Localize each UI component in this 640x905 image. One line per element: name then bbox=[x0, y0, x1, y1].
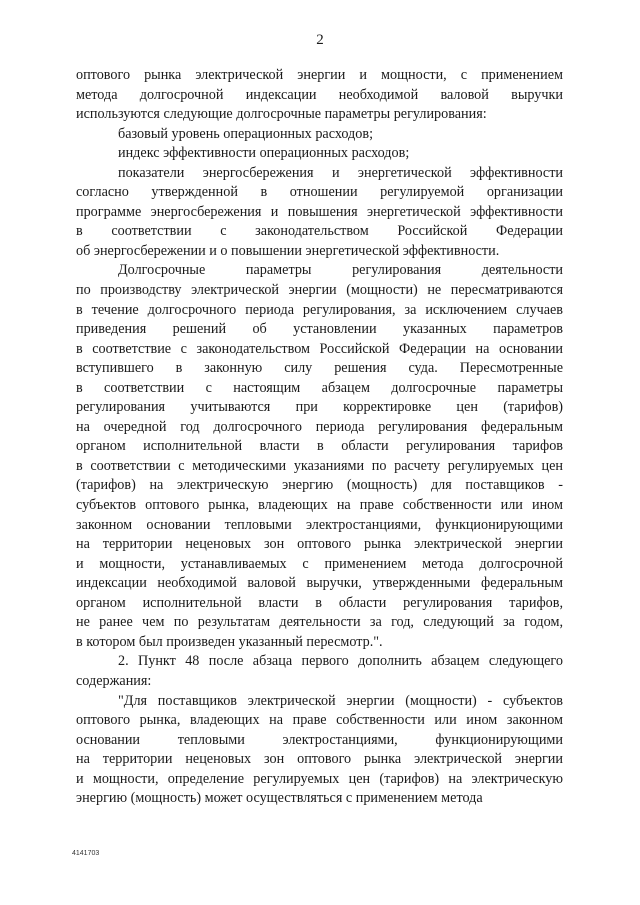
text-line: индексации необходимой валовой выручки, утвержденными федеральным bbox=[76, 575, 563, 592]
document-code: 4141703 bbox=[72, 850, 100, 857]
text-line: показатели энергосбережения и энергетической эффективности bbox=[118, 164, 563, 181]
text-line: по производству электрической энергии (мощности) не пересматриваются bbox=[76, 282, 563, 299]
text-line: в течение долгосрочного периода регулирования, за исключением случаев bbox=[76, 301, 563, 318]
text-line: приведения решений об установлении указанных параметров bbox=[76, 321, 563, 338]
text-line: органом исполнительной власти в области регулирования тарифов, bbox=[76, 594, 563, 611]
text-line: оптового рынка, владеющих на праве собственности или ином законном bbox=[76, 712, 563, 729]
document-body bbox=[76, 66, 563, 809]
text-line: законном основании тепловыми электростанциями, функционирующими bbox=[76, 516, 563, 533]
text-line: не ранее чем по результатам деятельности за год, следующий за годом, bbox=[76, 614, 563, 631]
text-line: в соответствие с законодательством Российской Федерации на основании bbox=[76, 340, 563, 357]
text-line: "Для поставщиков электрической энергии (мощности) - субъектов bbox=[118, 692, 563, 709]
text-line: органом исполнительной власти в области регулирования тарифов bbox=[76, 438, 563, 455]
text-line: Долгосрочные параметры регулирования деятельности bbox=[118, 262, 563, 279]
text-line: субъектов оптового рынка, владеющих на праве собственности или ином bbox=[76, 497, 563, 514]
text-line: программе энергосбережения и повышения энергетической эффективности bbox=[76, 203, 563, 220]
text-line: согласно утвержденной в отношении регулируемой организации bbox=[76, 184, 563, 201]
text-line: об энергосбережении и о повышении энергетической эффективности. bbox=[76, 242, 500, 259]
text-line: в соответствии с настоящим абзацем долгосрочные параметры bbox=[76, 379, 563, 396]
text-line: на территории неценовых зон оптового рынка электрической энергии bbox=[76, 751, 563, 768]
text-line: базовый уровень операционных расходов; bbox=[118, 125, 374, 142]
text-line: (тарифов) на электрическую энергию (мощность) для поставщиков - bbox=[76, 477, 563, 494]
text-line: оптового рынка электрической энергии и мощности, с применением bbox=[76, 67, 563, 83]
page-number: 2 bbox=[316, 32, 324, 48]
text-line: на территории неценовых зон оптового рынка электрической энергии bbox=[76, 536, 563, 553]
text-line: на очередной год долгосрочного периода регулирования федеральным bbox=[76, 418, 563, 435]
text-line: и мощности, устанавливаемых с применением метода долгосрочной bbox=[76, 555, 563, 572]
text-line: и мощности, определение регулируемых цен (тарифов) на электрическую bbox=[76, 770, 563, 787]
text-line: метода долгосрочной индексации необходимой валовой выручки bbox=[76, 86, 563, 103]
text-line: энергию (мощность) может осуществляться с применением метода bbox=[76, 790, 483, 807]
text-line: в соответствии с методическими указаниями по расчету регулируемых цен bbox=[76, 457, 563, 474]
text-line: используются следующие долгосрочные параметры регулирования: bbox=[76, 106, 487, 123]
text-line: регулирования учитываются при корректировке цен (тарифов) bbox=[76, 399, 563, 416]
text-line: 2. Пункт 48 после абзаца первого дополнить абзацем следующего bbox=[118, 653, 563, 670]
text-line: основании тепловыми электростанциями, функционирующими bbox=[76, 731, 563, 748]
text-line: содержания: bbox=[76, 672, 152, 689]
text-line: вступившего в законную силу решения суда. Пересмотренные bbox=[76, 360, 563, 377]
text-line: в котором был произведен указанный пересмотр.". bbox=[76, 633, 383, 650]
text-line: в соответствии с законодательством Российской Федерации bbox=[76, 223, 563, 240]
text-line: индекс эффективности операционных расходов; bbox=[118, 145, 410, 162]
